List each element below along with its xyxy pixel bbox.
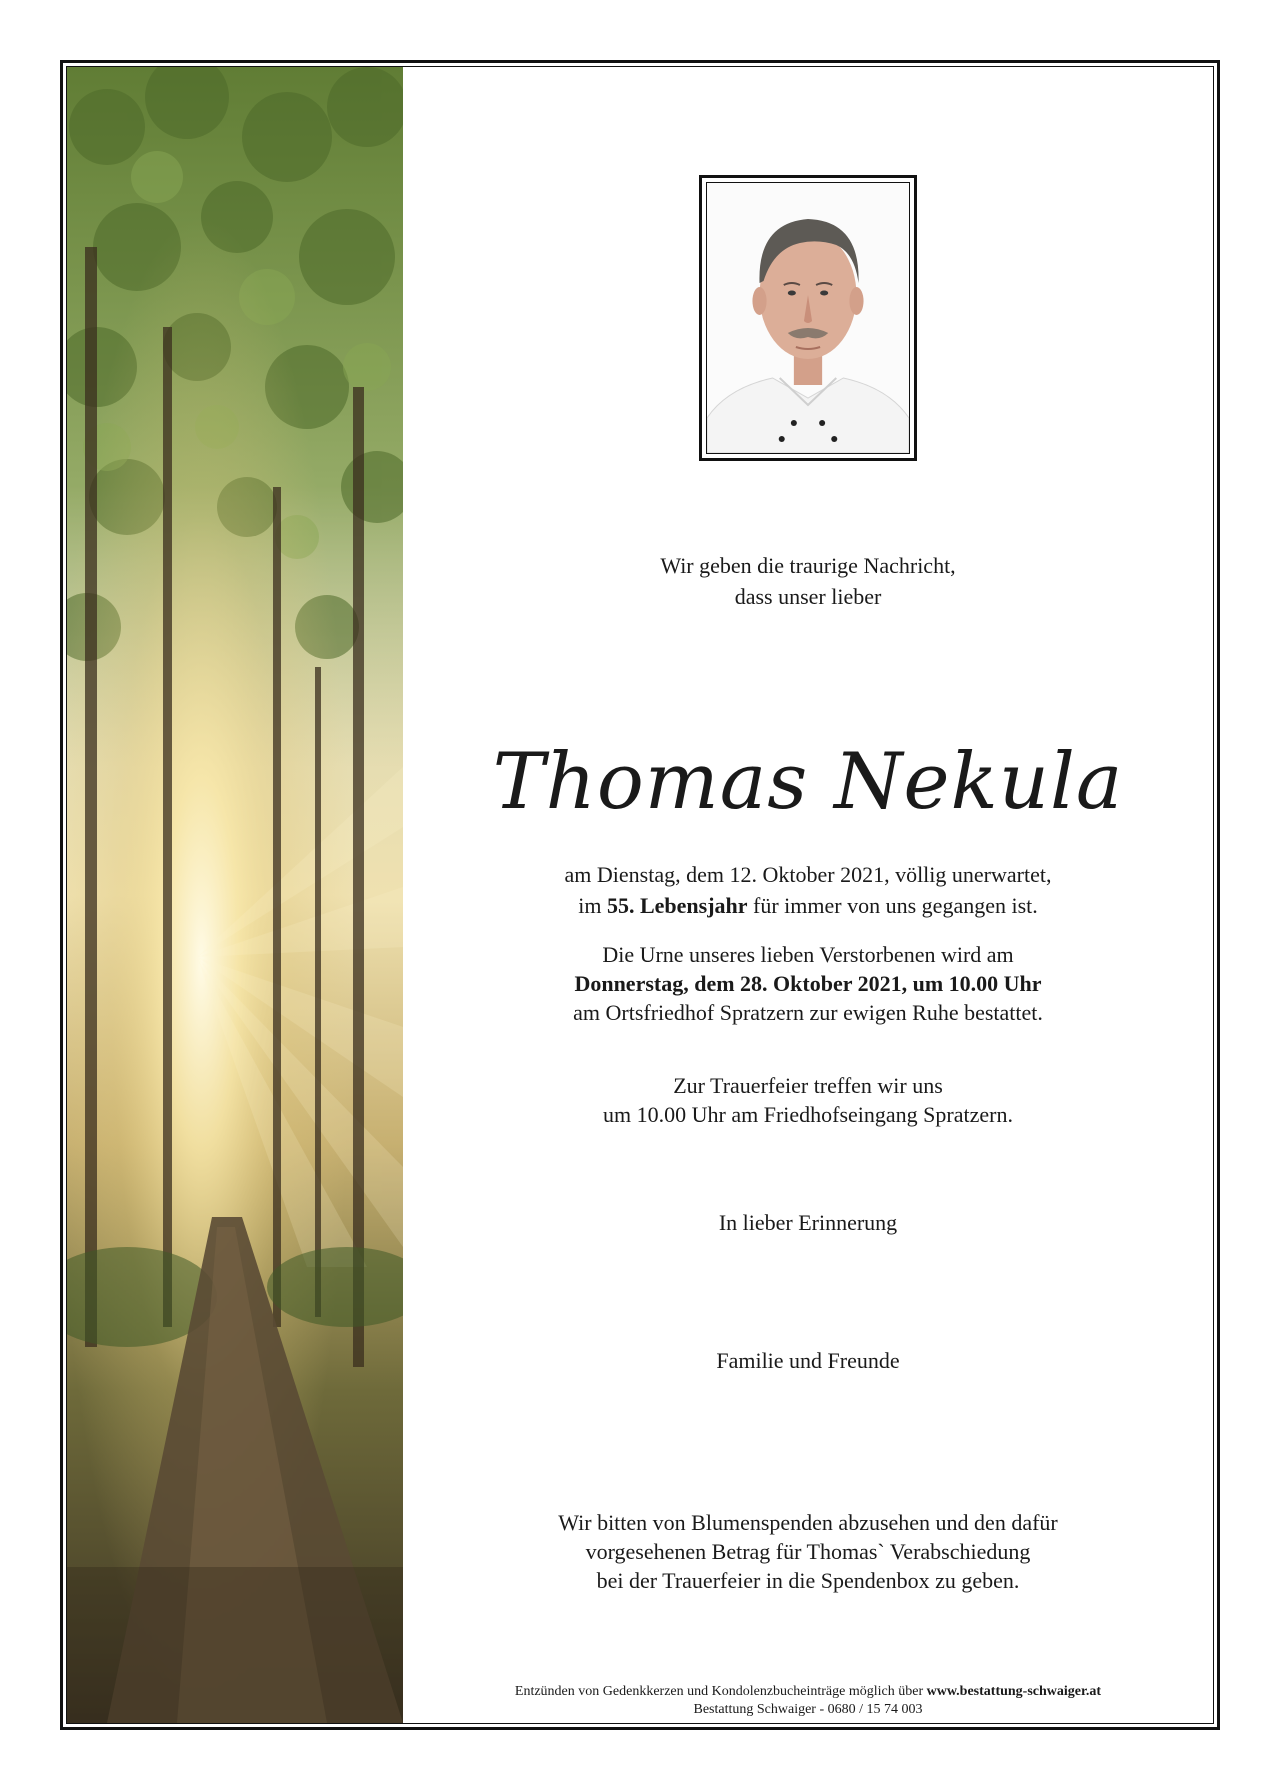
intro-text	[404, 550, 1212, 612]
ceremony-line-1: Zur Trauerfeier treffen wir uns	[673, 1073, 943, 1098]
portrait-photo	[706, 182, 910, 454]
intro-line-1: Wir geben die traurige Nachricht,	[660, 553, 956, 578]
ceremony-info	[404, 1071, 1212, 1129]
age-highlight: 55. Lebensjahr	[606, 893, 748, 918]
deceased-name: Thomas Nekula	[492, 737, 1124, 827]
footer-line-1: Entzünden von Gedenkkerzen und Kondolenzbucheinträge möglich über www.bestattung-schwaiger.at	[514, 1684, 1102, 1699]
intro-line-2: dass unser lieber	[734, 584, 882, 609]
ceremony-line-2: um 10.00 Uhr am Friedhofseingang Spratzern.	[603, 1102, 1013, 1127]
signature-text: Familie und Freunde	[716, 1348, 900, 1373]
website-link[interactable]: www.bestattung-schwaiger.at	[926, 1684, 1102, 1699]
death-line-1: am Dienstag, dem 12. Oktober 2021, völlig unerwartet,	[564, 862, 1052, 887]
donation-line-3: bei der Trauerfeier in die Spendenbox zu geben.	[596, 1568, 1020, 1593]
donation-request	[404, 1508, 1212, 1595]
forest-image	[67, 67, 403, 1723]
footer-contact: Bestattung Schwaiger - 0680 / 15 74 003	[693, 1702, 923, 1717]
death-line-2: im 55. Lebensjahr für immer von uns gegangen ist.	[578, 893, 1038, 918]
portrait-frame	[699, 175, 917, 461]
donation-line-1: Wir bitten von Blumenspenden abzusehen und den dafür	[558, 1510, 1058, 1535]
burial-line-1: Die Urne unseres lieben Verstorbenen wird am	[602, 942, 1014, 967]
burial-info	[404, 940, 1212, 1027]
burial-line-3: am Ortsfriedhof Spratzern zur ewigen Ruhe bestattet.	[573, 1000, 1043, 1025]
in-memory-text: In lieber Erinnerung	[718, 1210, 898, 1235]
footer	[404, 1683, 1212, 1719]
donation-line-2: vorgesehenen Betrag für Thomas` Verabschiedung	[585, 1539, 1031, 1564]
content-column	[404, 67, 1212, 1723]
death-notice	[404, 859, 1212, 921]
burial-date: Donnerstag, dem 28. Oktober 2021, um 10.00 Uhr	[574, 971, 1042, 996]
